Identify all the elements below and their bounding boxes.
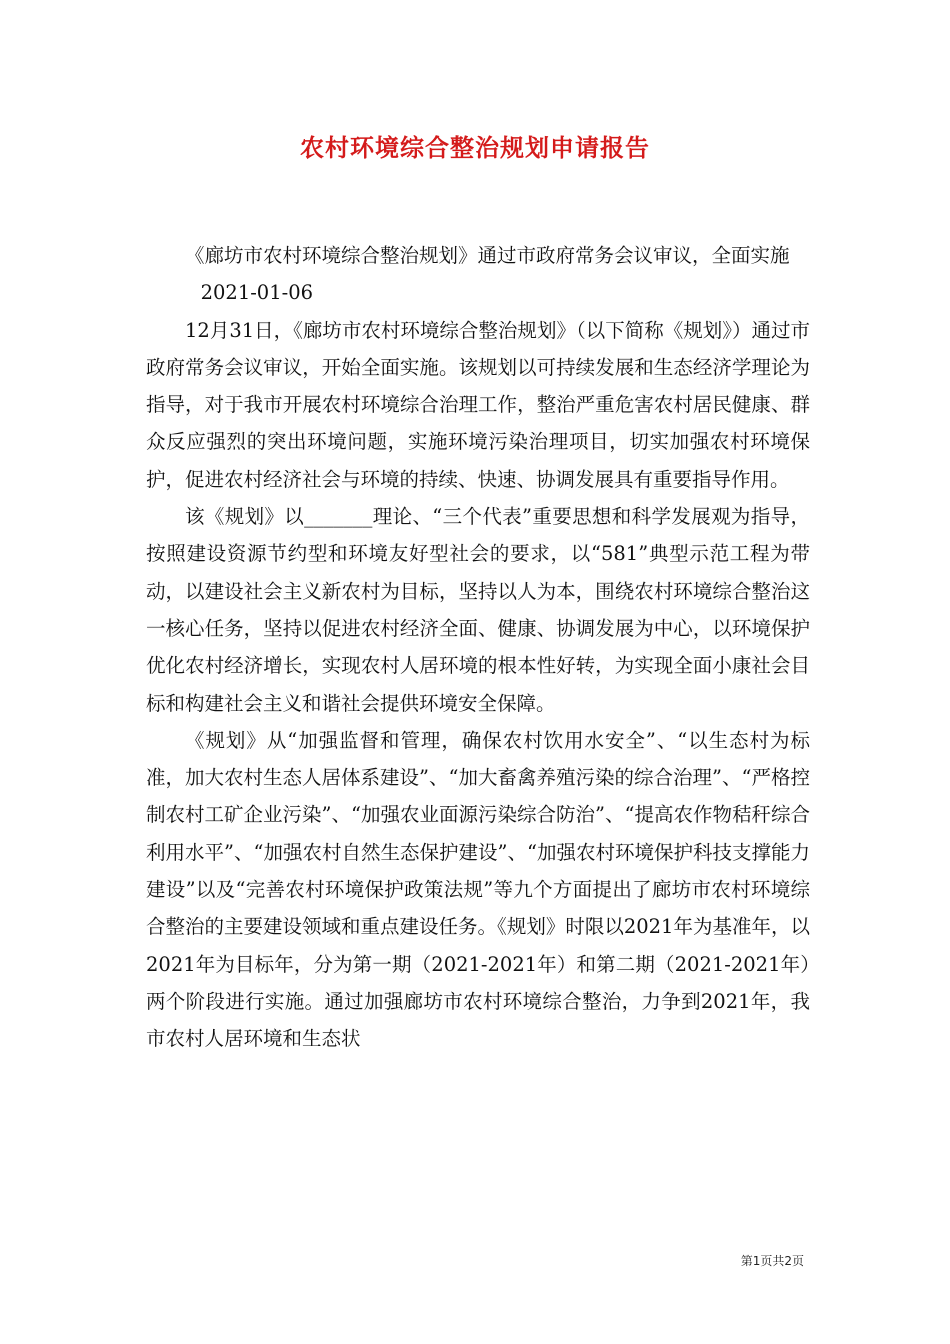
page-number: 第1页共2页 xyxy=(740,1254,804,1268)
subtitle-paragraph: 《廊坊市农村环境综合整治规划》通过市政府常务会议审议，全面实施 xyxy=(185,244,790,267)
document-title: 农村环境综合整治规划申请报告 xyxy=(300,133,650,162)
body-paragraph: 《规划》从“加强监督和管理，确保农村饮用水安全”、“以生态村为标准，加大农村生态人居体系建设”、“加大畜禽养殖污染的综合治理”、“严格控制农村工矿企业污染”、“加强农业面源污染综合防治”、“提高农作物秸秆综合利用水平”、“加强农村自然生态保护建设”、“加强农村环境保护科技支撑能力建设”以及“完善农村环境保护政策法规”等九个方面提出了廊坊市农村环境综合整治的主要建设领域和重点建设任务。《规划》时限以2021年为基准年，以2021年为目标年，分为第一期（2021-2021年）和第二期（2021-2021年）两个阶段进行实施。通过加强廊坊市农村环境综合整治，力争到2021年，我市农村人居环境和生态状 xyxy=(146,728,810,1051)
body-paragraph: 该《规划》以_______理论、“三个代表”重要思想和科学发展观为指导，按照建设资源节约型和环境友好型社会的要求，以“581”典型示范工程为带动，以建设社会主义新农村为目标，坚持以人为本，围绕农村环境综合整治这一核心任务，坚持以促进农村经济全面、健康、协调发展为中心，以环境保护优化农村经济增长，实现农村人居环境的根本性好转，为实现全面小康社会目标和构建社会主义和谐社会提供环境安全保障。 xyxy=(146,505,810,715)
document-body xyxy=(146,237,810,1058)
body-paragraph: 12月31日，《廊坊市农村环境综合整治规划》（以下简称《规划》）通过市政府常务会议审议，开始全面实施。该规划以可持续发展和生态经济学理论为指导，对于我市开展农村环境综合治理工作，整治严重危害农村居民健康、群众反应强烈的突出环境问题，实施环境污染治理项目，切实加强农村环境保护，促进农村经济社会与环境的持续、快速、协调发展具有重要指导作用。 xyxy=(146,318,810,491)
date-paragraph: 2021-01-06 xyxy=(200,281,314,305)
